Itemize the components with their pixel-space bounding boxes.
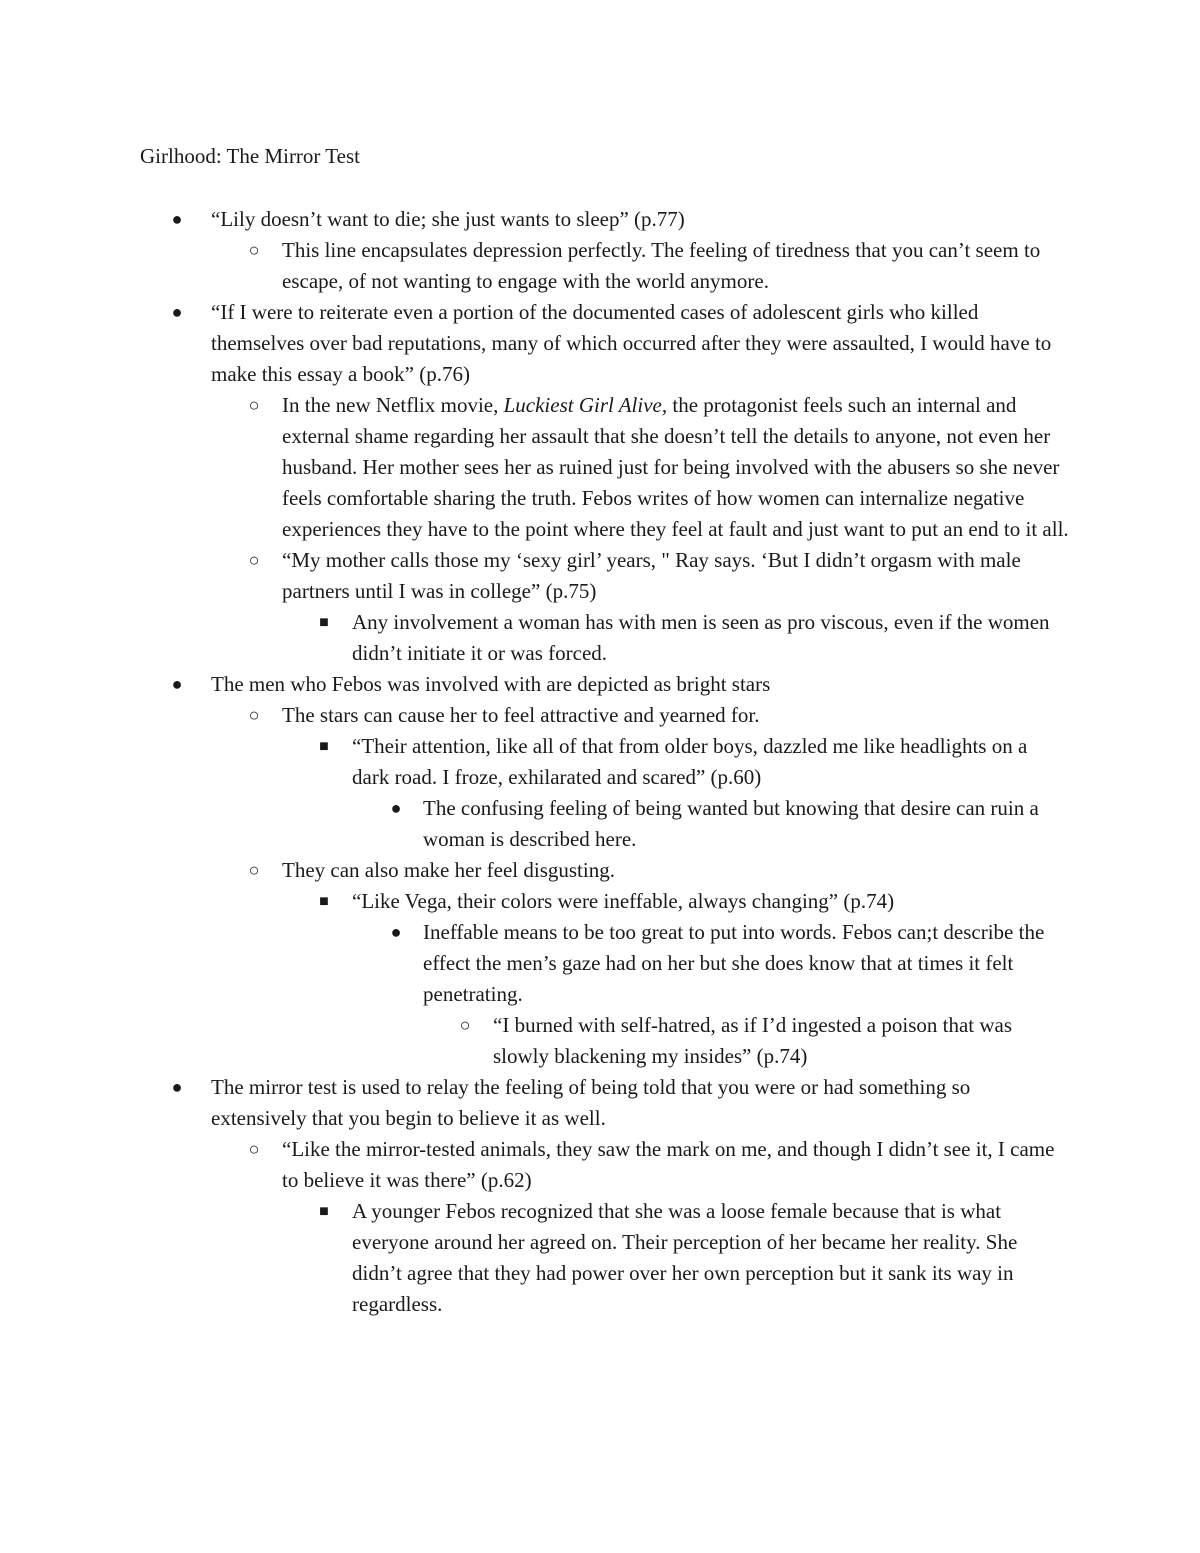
- list-item-text: “Like Vega, their colors were ineffable, always changing” (p.74): [352, 889, 895, 913]
- list-item-text: “My mother calls those my ‘sexy girl’ years, " Ray says. ‘But I didn’t orgasm with male partners until I was in college” (p.75): [282, 548, 1021, 603]
- list-item-text: Any involvement a woman has with men is seen as pro viscous, even if the women didn’t initiate it or was forced.: [352, 610, 1050, 665]
- document-title: Girlhood: The Mirror Test: [140, 144, 360, 168]
- list-item-text: The stars can cause her to feel attractive and yearned for.: [282, 703, 760, 727]
- list-item: [0, 607, 1052, 669]
- list-item-text: This line encapsulates depression perfectly. The feeling of tiredness that you can’t seem to escape, of not wanting to engage with the world anymore.: [282, 238, 1041, 293]
- circle-bullet-icon: ○: [459, 1015, 471, 1035]
- list-item-text: Ineffable means to be too great to put into words. Febos can;t describe the effect the men’s gaze had on her but she does know that at times it felt penetrating.: [423, 920, 1045, 1006]
- disc-bullet-icon: ●: [171, 209, 183, 229]
- list-item: [0, 235, 1072, 297]
- list-item: [0, 1010, 1053, 1072]
- disc-bullet-icon: ●: [171, 302, 183, 322]
- list-item-text: The mirror test is used to relay the feeling of being told that you were or had something so extensively that you begin to believe it as well.: [211, 1075, 971, 1130]
- disc-bullet-icon: ●: [171, 674, 183, 694]
- circle-bullet-icon: ○: [248, 860, 260, 880]
- list-item: [0, 700, 1072, 731]
- list-item-text-after: the protagonist feels such an internal and external shame regarding her assault that she doesn’t tell the details to anyone, not even her husband. Her mother sees her as ruined just for being involved with the abusers so she never feels comfortable sharing the truth. Febos writes of how women can internalize negative experiences they have to the point where they feel at fault and just want to put an end to it all.: [282, 393, 1069, 541]
- circle-bullet-icon: ○: [248, 1139, 260, 1159]
- list-item-text: “I burned with self-hatred, as if I’d ingested a poison that was slowly blackening my insides” (p.74): [493, 1013, 1013, 1068]
- list-item-text: “Their attention, like all of that from older boys, dazzled me like headlights on a dark road. I froze, exhilarated and scared” (p.60): [352, 734, 1028, 789]
- disc-bullet-icon: ●: [390, 922, 402, 942]
- list-item-text: They can also make her feel disgusting.: [282, 858, 615, 882]
- disc-bullet-icon: ●: [171, 1077, 183, 1097]
- list-item-text-before: In the new Netflix movie,: [282, 393, 504, 417]
- list-item-text: A younger Febos recognized that she was a loose female because that is what everyone around her agreed on. Their perception of her became her reality. She didn’t agree that they had power over her own perception but it sank its way in regardless.: [352, 1199, 1018, 1316]
- circle-bullet-icon: ○: [248, 395, 260, 415]
- list-item: [0, 793, 1063, 855]
- list-item: [0, 1072, 1071, 1134]
- circle-bullet-icon: ○: [248, 550, 260, 570]
- list-item-text: The men who Febos was involved with are depicted as bright stars: [211, 672, 771, 696]
- square-bullet-icon: ■: [319, 738, 329, 755]
- list-item-text: The confusing feeling of being wanted but knowing that desire can ruin a woman is described here.: [423, 796, 1039, 851]
- circle-bullet-icon: ○: [248, 705, 260, 725]
- list-item: [0, 886, 1052, 917]
- list-item-text: “If I were to reiterate even a portion of the documented cases of adolescent girls who killed themselves over bad reputations, many of which occurred after they were assaulted, I would have to make this essay a book” (p.76): [211, 300, 1052, 386]
- list-item: [0, 731, 1052, 793]
- list-item: [0, 545, 1072, 607]
- movie-title: Luckiest Girl Alive,: [503, 393, 668, 417]
- square-bullet-icon: ■: [319, 893, 329, 910]
- list-item-text: [282, 390, 1072, 545]
- list-item: [0, 855, 1072, 886]
- disc-bullet-icon: ●: [390, 798, 402, 818]
- list-item-text: “Like the mirror-tested animals, they saw the mark on me, and though I didn’t see it, I came to believe it was there” (p.62): [282, 1137, 1055, 1192]
- square-bullet-icon: ■: [319, 1203, 329, 1220]
- circle-bullet-icon: ○: [248, 240, 260, 260]
- list-item: [0, 204, 1071, 235]
- list-item-text: “Lily doesn’t want to die; she just wants to sleep” (p.77): [211, 207, 685, 231]
- square-bullet-icon: ■: [319, 614, 329, 631]
- list-item: [0, 1196, 1052, 1320]
- list-item: [0, 297, 1071, 390]
- notes-outline: [0, 204, 1200, 1320]
- list-item: [0, 1134, 1072, 1196]
- list-item: [0, 669, 1071, 700]
- list-item: [0, 917, 1063, 1010]
- list-item: [0, 390, 1072, 545]
